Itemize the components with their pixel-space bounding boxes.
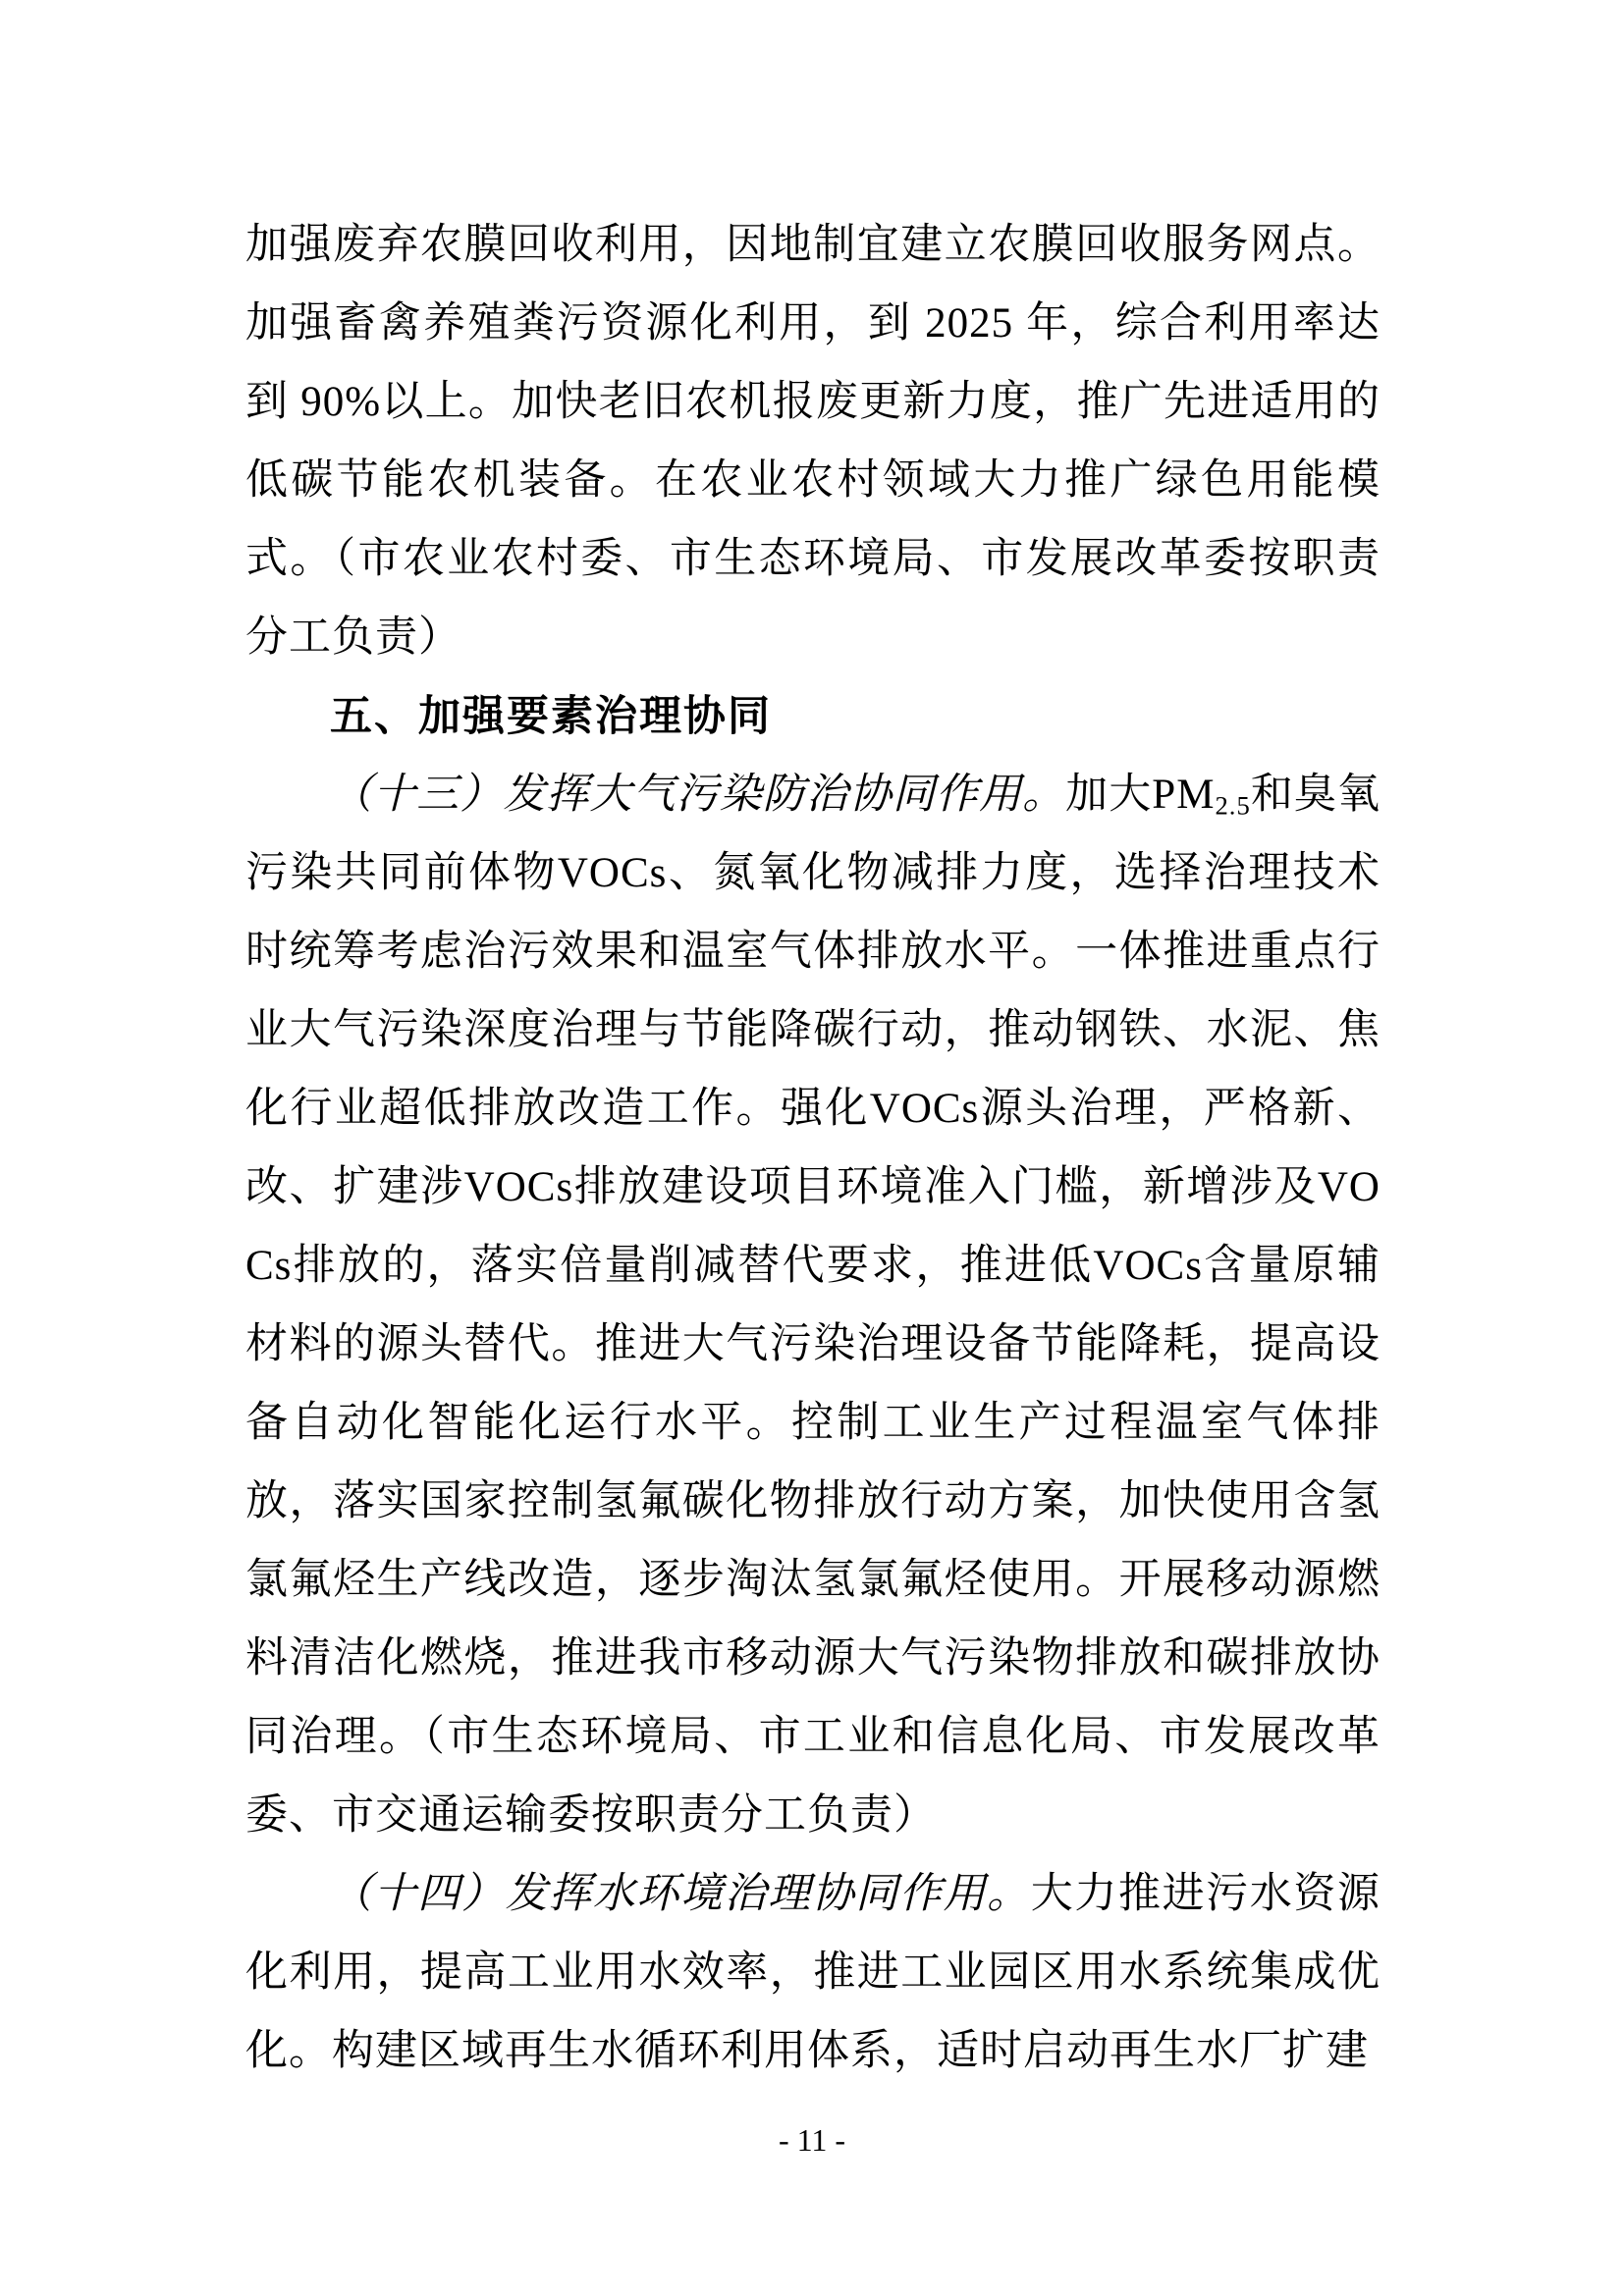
item-13-title: （十三）发挥大气污染防治协同作用。 xyxy=(330,772,1066,818)
item-14-title: （十四）发挥水环境治理协同作用。 xyxy=(330,1871,1031,1917)
item-13-text-after-subscript: 和臭氧污染共同前体物VOCs、氮氧化物减排力度，选择治理技术时统筹考虑治污效果和温室气体排放水平。一体推进重点行业大气污染深度治理与节能降碳行动，推动钢铁、水泥、焦化行业超低排放改造工作。强化VOCs源头治理，严格新、改、扩建涉VOCs排放建设项目环境准入门槛，新增涉及VOCs排放的，落实倍量削减替代要求，推进低VOCs含量原辅材料的源头替代。推进大气污染治理设备节能降耗，提高设备自动化智能化运行水平。控制工业生产过程温室气体排放，落实国家控制氢氟碳化物排放行动方案，加快使用含氢氯氟烃生产线改造，逐步淘汰氢氯氟烃使用。开展移动源燃料清洁化燃烧，推进我市移动源大气污染物排放和碳排放协同治理。（市生态环境局、市工业和信息化局、市发展改革委、市交通运输委按职责分工负责） xyxy=(245,772,1381,1839)
item-13-text-before-subscript: 加大PM xyxy=(1065,772,1216,818)
text-block xyxy=(245,206,1380,2091)
paragraph-item-14 xyxy=(245,1855,1380,2091)
section-heading-5: 五、加强要素治理协同 xyxy=(330,693,772,740)
item-14-text: 大力推进污水资源化利用，提高工业用水效率，推进工业园区用水系统集成优化。构建区域再生水循环利用体系，适时启动再生水厂扩建 xyxy=(245,1871,1381,2074)
paragraph-item-13 xyxy=(245,756,1380,1855)
paragraph-continuation: 加强废弃农膜回收利用，因地制宜建立农膜回收服务网点。加强畜禽养殖粪污资源化利用，到 2025 年，综合利用率达到 90%以上。加快老旧农机报废更新力度，推广先进适用的低碳节能农机装备。在农业农村领域大力推广绿色用能模式。（市农业农村委、市生态环境局、市发展改革委按职责分工负责） xyxy=(245,222,1380,661)
page-number: - 11 - xyxy=(778,2122,846,2158)
pm25-subscript: 2.5 xyxy=(1215,790,1251,821)
